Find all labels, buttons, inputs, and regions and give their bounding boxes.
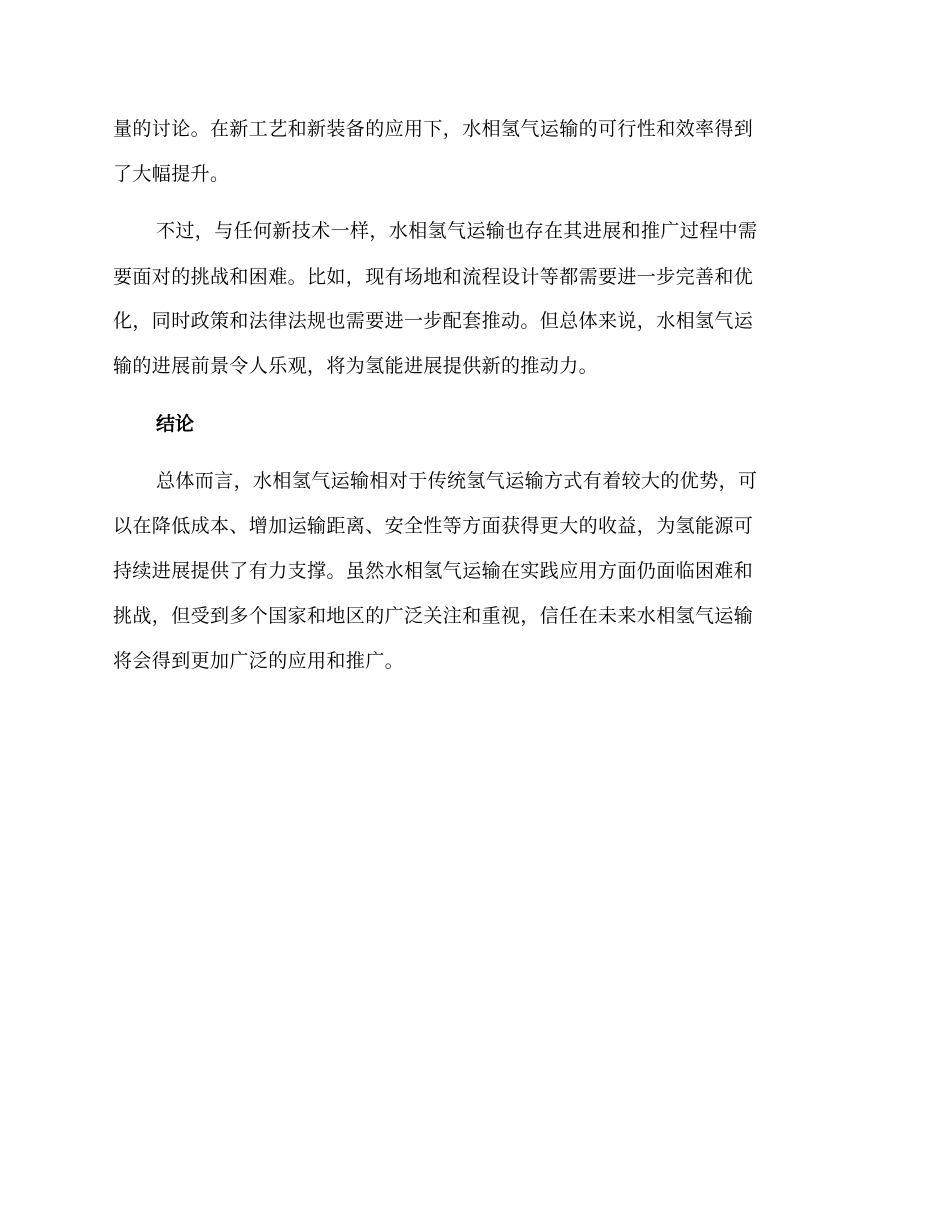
section-heading: 结论 (156, 413, 195, 435)
paragraph-line: 要面对的挑战和困难。比如，现有场地和流程设计等都需要进一步完善和优 (113, 266, 754, 288)
paragraph-line: 了大幅提升。 (113, 163, 230, 185)
paragraph-line: 挑战，但受到多个国家和地区的广泛关注和重视，信任在未来水相氢气运输 (113, 605, 754, 627)
paragraph-line: 以在降低成本、增加运输距离、安全性等方面获得更大的收益，为氢能源可 (113, 515, 754, 537)
paragraph-line: 不过，与任何新技术一样，水相氢气运输也存在其进展和推广过程中需 (156, 220, 758, 242)
paragraph-line: 持续进展提供了有力支撑。虽然水相氢气运输在实践应用方面仍面临困难和 (113, 560, 754, 582)
paragraph-line: 总体而言，水相氢气运输相对于传统氢气运输方式有着较大的优势，可 (156, 470, 758, 492)
paragraph-line: 将会得到更加广泛的应用和推广。 (113, 650, 405, 672)
paragraph-line: 量的讨论。在新工艺和新装备的应用下，水相氢气运输的可行性和效率得到 (113, 118, 754, 140)
paragraph-line: 化，同时政策和法律法规也需要进一步配套推动。但总体来说，水相氢气运 (113, 310, 754, 332)
paragraph-line: 输的进展前景令人乐观，将为氢能进展提供新的推动力。 (113, 355, 599, 377)
